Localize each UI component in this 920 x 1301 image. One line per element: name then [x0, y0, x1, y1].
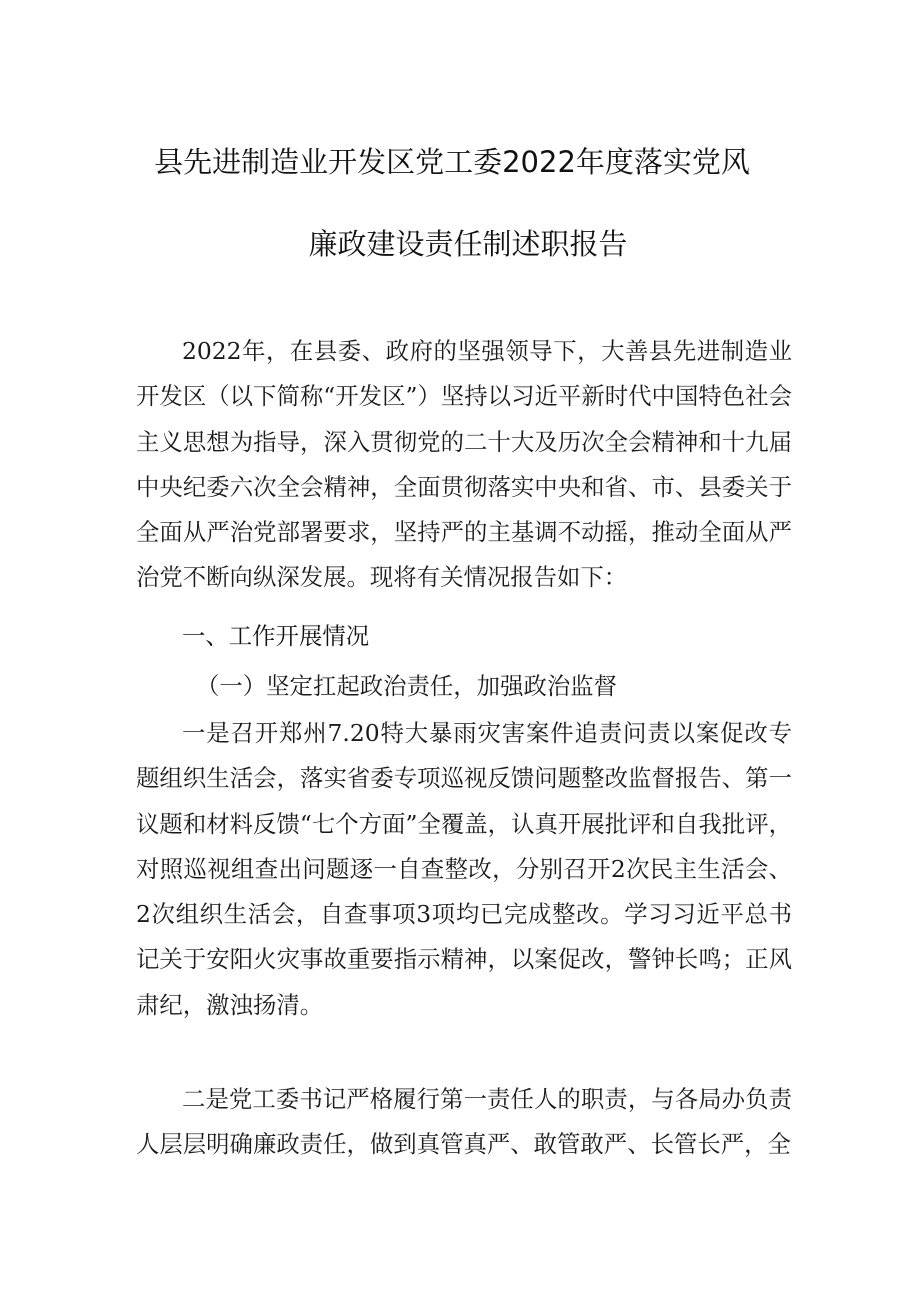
- section-heading: 一、工作开展情况: [182, 622, 370, 650]
- subsection-heading: （一）坚定扛起政治责任，加强政治监督: [196, 672, 618, 700]
- paragraph-one: 一是召开郑州7.20特大暴雨灾害案件追责问责以案促改专题组织生活会，落实省委专项巡视反馈问题整改监督报告、第一议题和材料反馈“七个方面”全覆盖，认真开展批评和自我批评，对照巡视组查出问题逐一自查整改，分别召开2次民主生活会、2次组织生活会，自查事项3项均已完成整改。学习习近平总书记关于安阳火灾事故重要指示精神，以案促改，警钟长鸣；正风肃纪，激浊扬清。: [136, 719, 792, 1019]
- document-title-line-1: 县先进制造业开发区党工委2022年度落实党风: [154, 145, 750, 179]
- paragraph-two: 二是党工委书记严格履行第一责任人的职责，与各局办负责人层层明确廉政责任，做到真管真严、敢管敢严、长管长严，全: [136, 1085, 792, 1159]
- document-title-line-2: 廉政建设责任制述职报告: [308, 227, 628, 261]
- intro-paragraph: 2022年，在县委、政府的坚强领导下，大善县先进制造业开发区（以下简称“开发区”）坚持以习近平新时代中国特色社会主义思想为指导，深入贯彻党的二十大及历次全会精神和十九届中央纪委六次全会精神，全面贯彻落实中央和省、市、县委关于全面从严治党部署要求，坚持严的主基调不动摇，推动全面从严治党不断向纵深发展。现将有关情况报告如下：: [136, 337, 792, 592]
